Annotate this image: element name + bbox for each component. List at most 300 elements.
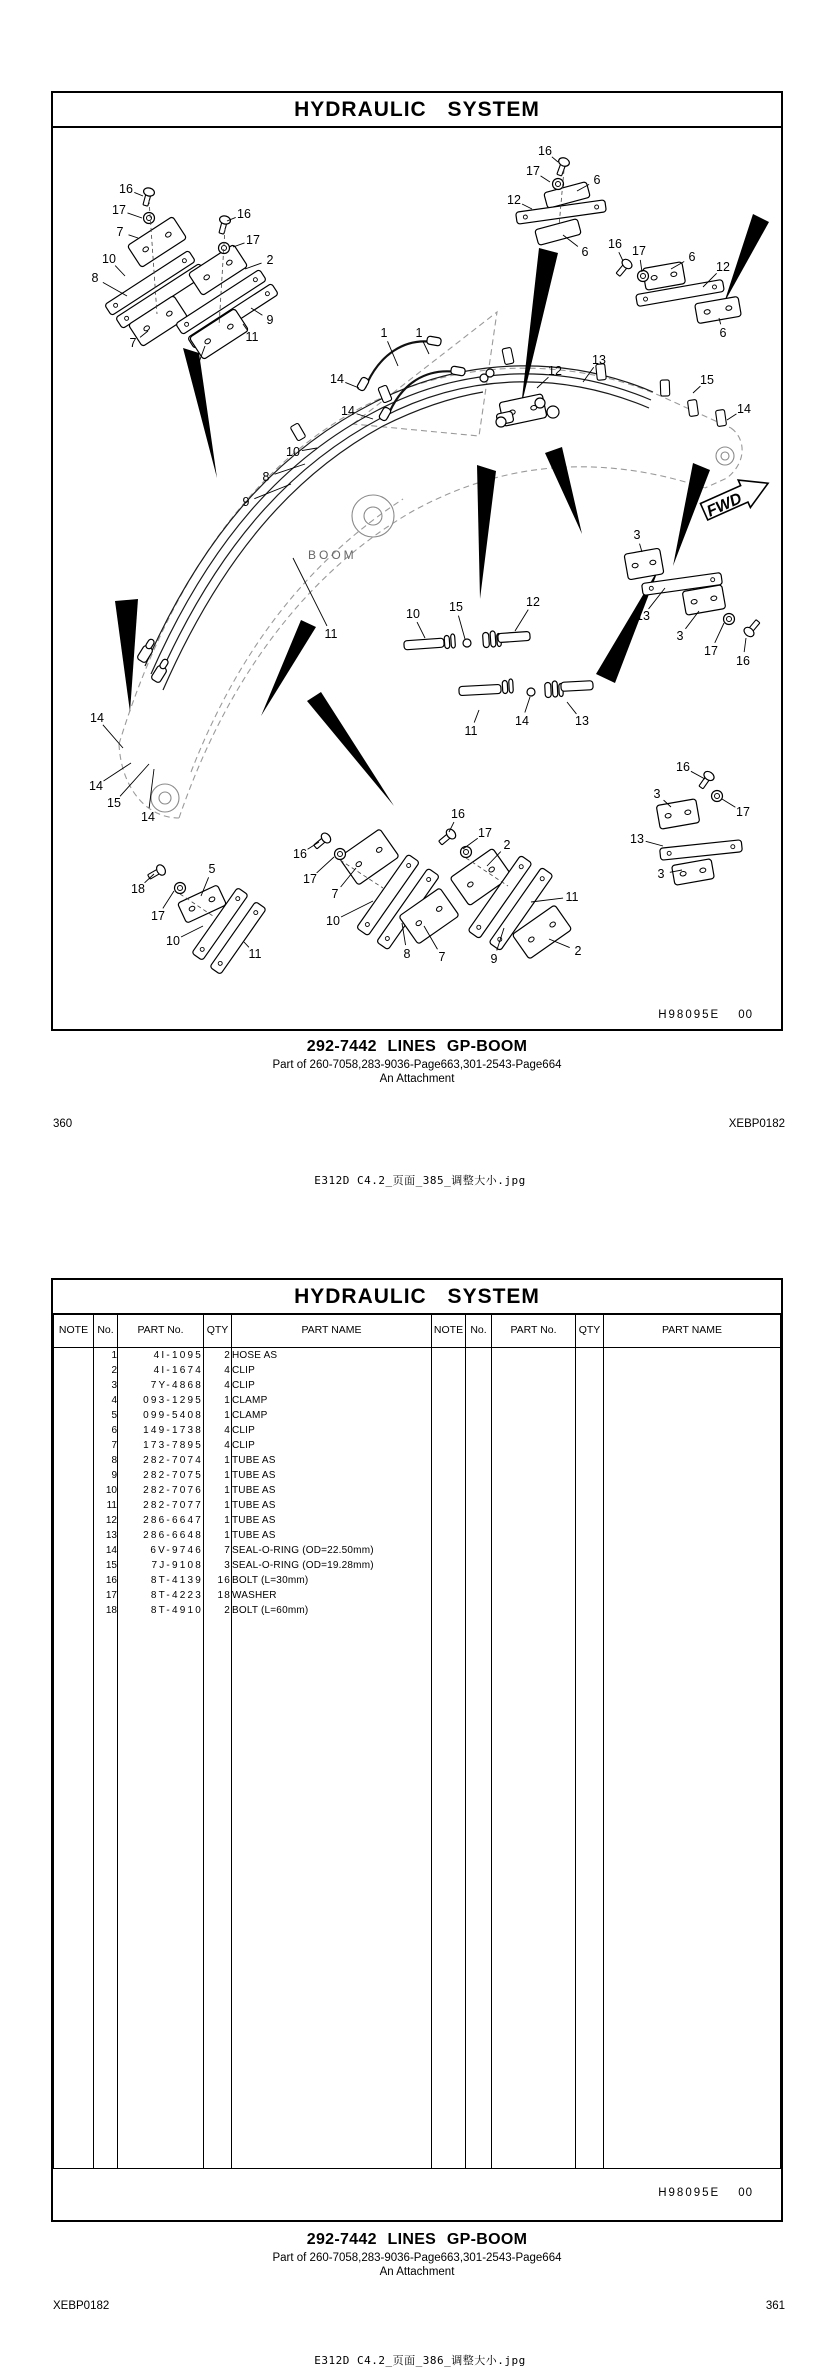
- table-cell: 15: [94, 1558, 118, 1573]
- table-cell: [94, 1618, 118, 2168]
- table-cell: [54, 1438, 94, 1453]
- table-cell: [432, 1498, 466, 1513]
- table-cell: 11: [94, 1498, 118, 1513]
- table-cell: [466, 1618, 492, 2168]
- table-cell: [492, 1423, 576, 1438]
- table-cell: [466, 1378, 492, 1393]
- table-cell: [54, 1423, 94, 1438]
- table-cell: 18: [94, 1603, 118, 1618]
- table-cell: [604, 1513, 781, 1528]
- callout-number: 16: [237, 207, 251, 221]
- callout-leader-line: [463, 838, 478, 849]
- callout-leader-line: [640, 544, 642, 552]
- table-cell: 1: [204, 1408, 232, 1423]
- callout-number: 14: [141, 810, 155, 824]
- table-cell: 6: [94, 1423, 118, 1438]
- table-cell: 282-7076: [118, 1483, 204, 1498]
- page1-filename: E312D C4.2_页面_385_调整大小.jpg: [314, 1174, 526, 1187]
- callout-number: 11: [245, 330, 259, 344]
- table-row: [54, 1513, 781, 1528]
- table-cell: [432, 1378, 466, 1393]
- table-cell: 3: [94, 1378, 118, 1393]
- table-cell: 282-7075: [118, 1468, 204, 1483]
- callout-number: 16: [676, 760, 690, 774]
- table-cell: 17: [94, 1588, 118, 1603]
- table-cell: TUBE AS: [232, 1513, 432, 1528]
- table-cell: [576, 1618, 604, 2168]
- table-cell: [576, 1483, 604, 1498]
- table-cell: [466, 1423, 492, 1438]
- table-cell: [432, 1393, 466, 1408]
- callout-leader-line: [722, 799, 735, 807]
- callout-number: 8: [403, 947, 411, 961]
- table-cell: 16: [94, 1573, 118, 1588]
- page-number: 360: [53, 1118, 73, 1130]
- callout-number: 17: [632, 244, 646, 258]
- table-cell: 4: [204, 1423, 232, 1438]
- table-cell: 4: [204, 1438, 232, 1453]
- callout-leader-line: [744, 638, 746, 652]
- table-cell: 1: [204, 1453, 232, 1468]
- plate-code: H98095E: [658, 2187, 721, 2199]
- table-cell: [492, 1348, 576, 1364]
- column-header: PART NAME: [232, 1313, 432, 1348]
- callout-number: 1: [415, 326, 423, 340]
- callout-leader-line: [691, 771, 705, 779]
- table-cell: [432, 1543, 466, 1558]
- table-row: [54, 1483, 781, 1498]
- callout-leader-line: [181, 926, 203, 937]
- callout-number: 9: [490, 952, 498, 966]
- table-cell: CLIP: [232, 1438, 432, 1453]
- callout-number: 13: [592, 353, 606, 367]
- table-cell: [432, 1348, 466, 1364]
- table-cell: [466, 1603, 492, 1618]
- table-cell: [466, 1453, 492, 1468]
- callout-number: 11: [464, 724, 478, 738]
- callout-leader-line: [552, 157, 558, 162]
- table-cell: [576, 1543, 604, 1558]
- callout-number: 7: [129, 336, 137, 350]
- table-cell: SEAL-O-RING (OD=19.28mm): [232, 1558, 432, 1573]
- table-cell: [432, 1408, 466, 1423]
- callout-number: 15: [700, 373, 714, 387]
- callout-number: 8: [91, 271, 99, 285]
- table-cell: 9: [94, 1468, 118, 1483]
- table-cell: [466, 1483, 492, 1498]
- table-cell: [492, 1498, 576, 1513]
- table-cell: [604, 1483, 781, 1498]
- table-cell: [432, 1588, 466, 1603]
- table-cell: [54, 1378, 94, 1393]
- callout-number: 13: [636, 609, 650, 623]
- table-cell: [466, 1558, 492, 1573]
- table-cell: TUBE AS: [232, 1468, 432, 1483]
- table-cell: 286-6647: [118, 1513, 204, 1528]
- diagram-sheet: [51, 91, 783, 1031]
- callout-number: 6: [593, 173, 601, 187]
- callout-leader-line: [293, 558, 327, 626]
- table-cell: [492, 1453, 576, 1468]
- page2-filename: E312D C4.2_页面_386_调整大小.jpg: [314, 2354, 526, 2367]
- table-cell: [432, 1483, 466, 1498]
- table-cell: 149-1738: [118, 1423, 204, 1438]
- callout-number: 18: [131, 882, 145, 896]
- doc-code: XEBP0182: [728, 1118, 785, 1130]
- table-row: [54, 1498, 781, 1513]
- table-sheet: [51, 1278, 783, 2222]
- callout-number: 16: [538, 144, 552, 158]
- table-cell: TUBE AS: [232, 1453, 432, 1468]
- table-cell: [576, 1588, 604, 1603]
- table-cell: CLAMP: [232, 1408, 432, 1423]
- table-cell: 8T-4910: [118, 1603, 204, 1618]
- parts-table-area: [53, 1313, 781, 2168]
- table-cell: 282-7077: [118, 1498, 204, 1513]
- callout-number: 14: [330, 372, 344, 386]
- table-cell: 4: [204, 1363, 232, 1378]
- table-cell: [466, 1513, 492, 1528]
- table-cell: 13: [94, 1528, 118, 1543]
- table-row: [54, 1558, 781, 1573]
- table-cell: [604, 1498, 781, 1513]
- table-cell: [466, 1468, 492, 1483]
- callout-number: 3: [676, 629, 684, 643]
- boom-label: BOOM: [308, 548, 357, 562]
- table-cell: [604, 1468, 781, 1483]
- callout-number: 14: [90, 711, 104, 725]
- page1-title: HYDRAULIC SYSTEM: [53, 93, 781, 128]
- table-header-row: [54, 1313, 781, 1348]
- table-cell: [54, 1618, 94, 2168]
- callout-leader-line: [115, 266, 125, 276]
- table-cell: 4: [94, 1393, 118, 1408]
- table-row: [54, 1453, 781, 1468]
- table-cell: 1: [204, 1393, 232, 1408]
- callout-leader-line: [233, 243, 245, 247]
- callout-number: 14: [89, 779, 103, 793]
- column-header: No.: [94, 1313, 118, 1348]
- table-cell: [492, 1438, 576, 1453]
- hydraulic-tubes: [145, 366, 653, 690]
- table-cell: [466, 1543, 492, 1558]
- callout-number: 13: [575, 714, 589, 728]
- table-cell: [54, 1363, 94, 1378]
- page-number: 361: [765, 2300, 785, 2312]
- table-cell: 2: [204, 1603, 232, 1618]
- fwd-label: FWD: [704, 490, 745, 521]
- callout-number: 15: [107, 796, 121, 810]
- page1-meta-row: [53, 1118, 785, 1130]
- callout-number: 17: [526, 164, 540, 178]
- figure-subtitle: Part of 260-7058,283-9036-Page663,301-2543-Page664: [272, 1059, 562, 1071]
- table-cell: 4I-1095: [118, 1348, 204, 1364]
- table-cell: [492, 1408, 576, 1423]
- table-cell: [604, 1453, 781, 1468]
- table-cell: 4: [204, 1378, 232, 1393]
- callout-number: 16: [608, 237, 622, 251]
- table-cell: [576, 1408, 604, 1423]
- table-cell: [466, 1363, 492, 1378]
- table-cell: 1: [204, 1483, 232, 1498]
- callout-number: 2: [574, 944, 582, 958]
- table-cell: [432, 1453, 466, 1468]
- column-header: NOTE: [54, 1313, 94, 1348]
- table-cell: [492, 1468, 576, 1483]
- table-cell: [576, 1573, 604, 1588]
- table-cell: HOSE AS: [232, 1348, 432, 1364]
- table-cell: [54, 1348, 94, 1364]
- callout-number: 10: [326, 914, 340, 928]
- callout-leader-line: [541, 176, 550, 182]
- callout-leader-line: [693, 386, 700, 393]
- table-cell: [54, 1453, 94, 1468]
- table-row: [54, 1528, 781, 1543]
- callout-leader-line: [458, 616, 465, 639]
- table-cell: 2: [94, 1363, 118, 1378]
- column-header: PART No.: [492, 1313, 576, 1348]
- table-cell: 1: [204, 1498, 232, 1513]
- callout-number: 11: [324, 627, 338, 641]
- table-cell: [54, 1573, 94, 1588]
- column-header: QTY: [204, 1313, 232, 1348]
- table-cell: 286-6648: [118, 1528, 204, 1543]
- page2-caption: [51, 2230, 783, 2280]
- callout-number: 16: [736, 654, 750, 668]
- callout-leader-line: [715, 623, 724, 643]
- table-cell: [54, 1603, 94, 1618]
- callout-leader-line: [417, 622, 425, 638]
- table-cell: [604, 1378, 781, 1393]
- table-cell: [492, 1558, 576, 1573]
- callout-number: 17: [704, 644, 718, 658]
- table-cell: WASHER: [232, 1588, 432, 1603]
- table-cell: [604, 1528, 781, 1543]
- table-cell: [432, 1468, 466, 1483]
- table-row: [54, 1348, 781, 1364]
- callout-number: 13: [630, 832, 644, 846]
- table-cell: [54, 1513, 94, 1528]
- table-cell: [432, 1423, 466, 1438]
- callout-leader-line: [474, 710, 479, 723]
- figure-note: An Attachment: [379, 2266, 455, 2279]
- table-cell: [576, 1423, 604, 1438]
- callout-number: 16: [451, 807, 465, 821]
- table-cell: 173-7895: [118, 1438, 204, 1453]
- table-cell: [118, 1618, 204, 2168]
- table-cell: [604, 1588, 781, 1603]
- callout-number: 14: [737, 402, 751, 416]
- column-header: PART No.: [118, 1313, 204, 1348]
- figure-title: 292-7442 LINES GP-BOOM: [306, 1038, 528, 1055]
- callout-number: 12: [548, 364, 562, 378]
- table-cell: 282-7074: [118, 1453, 204, 1468]
- table-cell: TUBE AS: [232, 1528, 432, 1543]
- table-cell: [604, 1558, 781, 1573]
- table-row: [54, 1393, 781, 1408]
- table-cell: [466, 1348, 492, 1364]
- table-cell: [576, 1498, 604, 1513]
- table-cell: [466, 1438, 492, 1453]
- column-header: No.: [466, 1313, 492, 1348]
- page2-title: HYDRAULIC SYSTEM: [53, 1280, 781, 1315]
- table-cell: CLAMP: [232, 1393, 432, 1408]
- table-row: [54, 1543, 781, 1558]
- table-cell: 8: [94, 1453, 118, 1468]
- callout-number: 16: [119, 182, 133, 196]
- callout-number: 16: [293, 847, 307, 861]
- table-cell: 2: [204, 1348, 232, 1364]
- callout-leader-line: [103, 725, 123, 748]
- table-cell: [432, 1558, 466, 1573]
- callout-number: 8: [262, 470, 270, 484]
- table-cell: [604, 1543, 781, 1558]
- callout-leader-line: [727, 414, 736, 420]
- table-cell: [576, 1363, 604, 1378]
- table-cell: [576, 1453, 604, 1468]
- table-filler-row: [54, 1618, 781, 2168]
- callout-number: 7: [438, 950, 446, 964]
- table-cell: 1: [204, 1528, 232, 1543]
- callout-number: 12: [716, 260, 730, 274]
- table-cell: [492, 1363, 576, 1378]
- callout-number: 9: [242, 495, 250, 509]
- callout-number: 3: [633, 528, 641, 542]
- callout-number: 2: [191, 366, 199, 380]
- table-row: [54, 1603, 781, 1618]
- table-cell: [54, 1528, 94, 1543]
- table-cell: BOLT (L=60mm): [232, 1603, 432, 1618]
- parts-table: [53, 1313, 781, 2168]
- plate-revision: 00: [738, 2187, 753, 2199]
- callout-leader-line: [345, 382, 359, 388]
- callout-number: 6: [719, 326, 727, 340]
- figure-title: 292-7442 LINES GP-BOOM: [306, 2231, 528, 2248]
- callout-leader-line: [515, 610, 528, 631]
- table-row: [54, 1468, 781, 1483]
- callout-number: 17: [151, 909, 165, 923]
- table-cell: [604, 1423, 781, 1438]
- callout-number: 2: [503, 838, 511, 852]
- table-row: [54, 1588, 781, 1603]
- callout-leader-line: [640, 260, 642, 272]
- table-cell: [576, 1513, 604, 1528]
- table-cell: 18: [204, 1588, 232, 1603]
- page1-caption: [51, 1037, 783, 1087]
- callout-number: 2: [266, 253, 274, 267]
- table-row: [54, 1438, 781, 1453]
- diagram-area: [53, 126, 781, 1029]
- table-cell: 14: [94, 1543, 118, 1558]
- column-header: QTY: [576, 1313, 604, 1348]
- table-row: [54, 1573, 781, 1588]
- parts-table-body: [54, 1348, 781, 2169]
- plate-revision: 00: [738, 1009, 753, 1021]
- table-cell: [54, 1393, 94, 1408]
- callout-number: 17: [246, 233, 260, 247]
- table-cell: [492, 1543, 576, 1558]
- callout-number: 7: [331, 887, 339, 901]
- table-cell: [604, 1438, 781, 1453]
- table-cell: 8T-4139: [118, 1573, 204, 1588]
- table-cell: [54, 1588, 94, 1603]
- table-cell: [492, 1588, 576, 1603]
- table-cell: [54, 1468, 94, 1483]
- figure-note: An Attachment: [379, 1073, 455, 1086]
- table-cell: [432, 1438, 466, 1453]
- table-cell: [604, 1573, 781, 1588]
- callout-leader-line: [646, 841, 663, 846]
- callout-number: 14: [341, 404, 355, 418]
- table-cell: [54, 1498, 94, 1513]
- callout-number: 6: [581, 245, 589, 259]
- table-cell: 7J-9108: [118, 1558, 204, 1573]
- table-cell: [466, 1588, 492, 1603]
- table-cell: [604, 1408, 781, 1423]
- callout-number: 9: [266, 313, 274, 327]
- callout-number: 11: [248, 947, 262, 961]
- table-cell: [432, 1528, 466, 1543]
- callout-number: 10: [166, 934, 180, 948]
- part-shapes: [105, 156, 763, 974]
- table-cell: [204, 1618, 232, 2168]
- callout-number: 10: [102, 252, 116, 266]
- table-cell: [576, 1393, 604, 1408]
- table-cell: 5: [94, 1408, 118, 1423]
- callout-number: 3: [653, 787, 661, 801]
- table-cell: [492, 1528, 576, 1543]
- table-cell: [54, 1408, 94, 1423]
- doc-code: XEBP0182: [53, 2300, 110, 2312]
- table-cell: 099-5408: [118, 1408, 204, 1423]
- table-cell: [466, 1393, 492, 1408]
- table-cell: [604, 1618, 781, 2168]
- callout-number: 17: [478, 826, 492, 840]
- table-cell: [492, 1513, 576, 1528]
- fwd-arrow: [698, 470, 774, 526]
- table-cell: [466, 1408, 492, 1423]
- table-cell: [466, 1498, 492, 1513]
- table-cell: [576, 1468, 604, 1483]
- table-cell: [576, 1348, 604, 1364]
- table-cell: 6V-9746: [118, 1543, 204, 1558]
- table-cell: [492, 1618, 576, 2168]
- table-cell: [432, 1618, 466, 2168]
- table-cell: [604, 1393, 781, 1408]
- column-header: PART NAME: [604, 1313, 781, 1348]
- callout-number: 12: [507, 193, 521, 207]
- callout-leader-line: [525, 697, 530, 712]
- callout-leader-line: [245, 263, 262, 269]
- callout-number: 17: [736, 805, 750, 819]
- table-cell: [466, 1573, 492, 1588]
- page2-footer: [53, 2168, 781, 2220]
- callout-leader-line: [128, 213, 142, 218]
- table-cell: 3: [204, 1558, 232, 1573]
- table-cell: [492, 1573, 576, 1588]
- callout-number: 17: [303, 872, 317, 886]
- callout-leader-line: [522, 204, 532, 209]
- table-cell: [492, 1393, 576, 1408]
- callout-number: 6: [688, 250, 696, 264]
- callout-leader-line: [317, 857, 334, 873]
- table-cell: [492, 1378, 576, 1393]
- table-cell: [232, 1618, 432, 2168]
- table-cell: 4I-1674: [118, 1363, 204, 1378]
- table-cell: 10: [94, 1483, 118, 1498]
- table-cell: 1: [94, 1348, 118, 1364]
- table-cell: 8T-4223: [118, 1588, 204, 1603]
